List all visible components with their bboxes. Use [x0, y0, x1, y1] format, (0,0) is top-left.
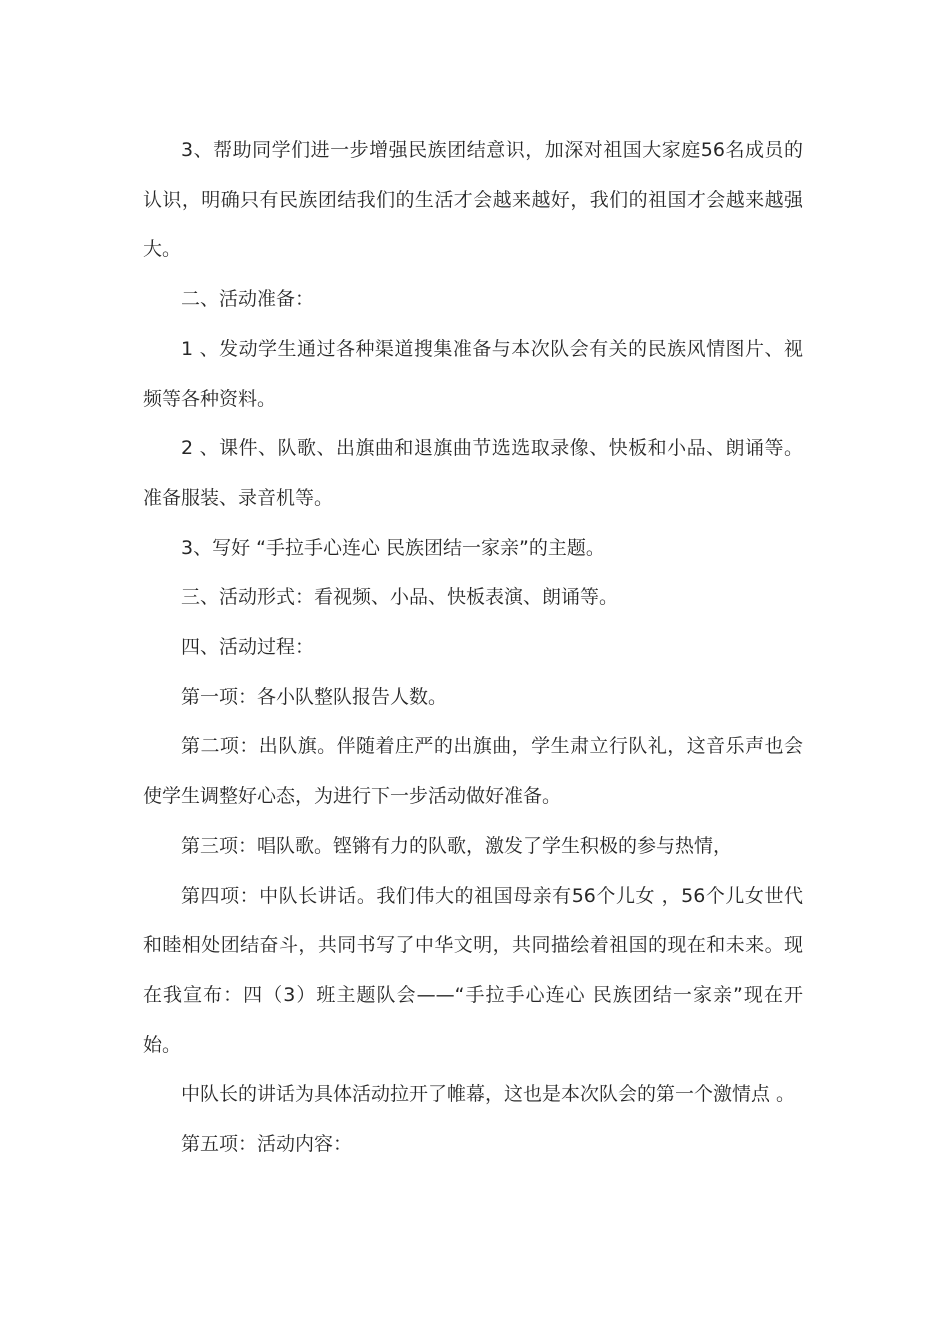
paragraph-goal-3: 3、帮助同学们进一步增强民族团结意识，加深对祖国大家庭56名成员的认识，明确只有民族团结我们的生活才会越来越好，我们的祖国才会越来越强大。 — [143, 139, 803, 261]
paragraph-prep-1: 1 、发动学生通过各种渠道搜集准备与本次队会有关的民族风情图片、视频等各种资料。 — [143, 337, 803, 410]
paragraph-prep-2: 2 、课件、队歌、出旗曲和退旗曲节选选取录像、快板和小品、朗诵等。准备服装、录音机等。 — [143, 437, 803, 509]
paragraph-step-5: 第五项：活动内容： — [181, 1133, 353, 1156]
heading-preparation: 二、活动准备： — [181, 288, 315, 311]
paragraph-step-4: 第四项：中队长讲话。我们伟大的祖国母亲有56个儿女 ，56个儿女世代和睦相处团结奋斗，共同书写了中华文明，共同描绘着祖国的现在和未来。现在我宣布：四（3）班主题队会——“手拉手心连心 民族团结一家亲”现在开始。 — [143, 884, 803, 1056]
document-body — [143, 126, 803, 1170]
paragraph-prep-3: 3、写好 “手拉手心连心 民族团结一家亲”的主题。 — [181, 536, 605, 559]
heading-activity-process: 四、活动过程： — [181, 636, 315, 659]
paragraph-step-1: 第一项：各小队整队报告人数。 — [181, 685, 448, 708]
paragraph-step-3: 第三项：唱队歌。铿锵有力的队歌，激发了学生积极的参与热情， — [181, 834, 733, 857]
paragraph-step-4-note: 中队长的讲话为具体活动拉开了帷幕，这也是本次队会的第一个激情点 。 — [181, 1083, 796, 1106]
paragraph-step-2: 第二项：出队旗。伴随着庄严的出旗曲，学生肃立行队礼，这音乐声也会使学生调整好心态，为进行下一步活动做好准备。 — [143, 735, 803, 808]
heading-activity-form: 三、活动形式：看视频、小品、快板表演、朗诵等。 — [181, 586, 619, 609]
